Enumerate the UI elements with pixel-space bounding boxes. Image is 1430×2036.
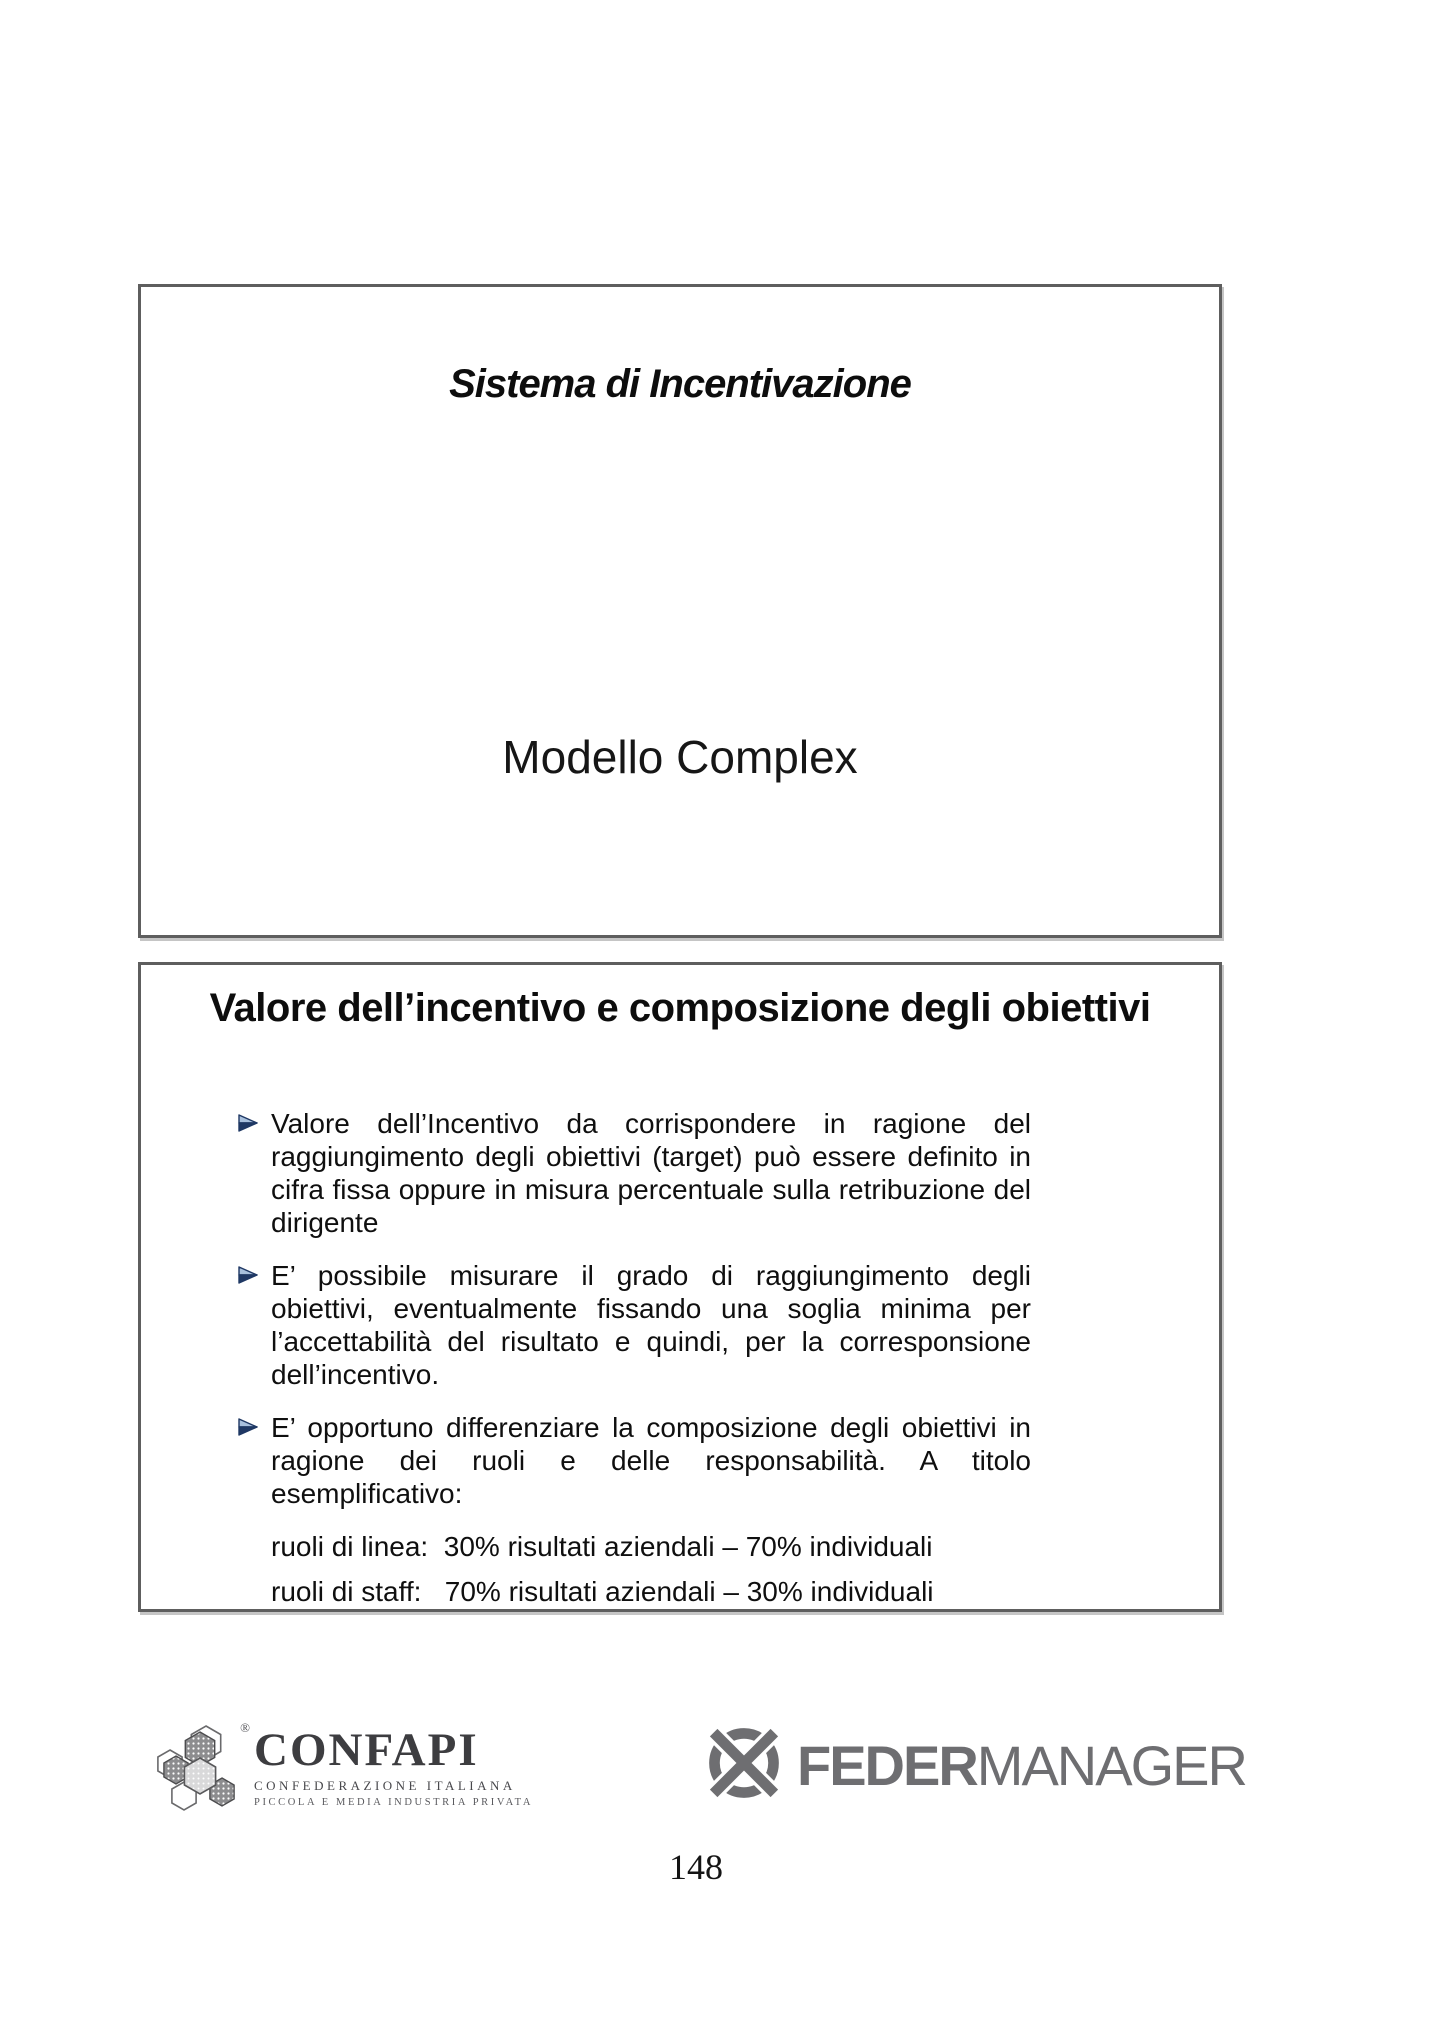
arrow-bullet-icon bbox=[235, 1259, 271, 1411]
bullet-text: E’ opportuno differenziare la composizione degli obiettivi in ragione dei ruoli e delle responsabilità. A titolo esemplificativo: bbox=[271, 1412, 1031, 1509]
federmanager-wordmark-light: MANAGER bbox=[976, 1733, 1246, 1797]
confapi-wordmark-block bbox=[254, 1716, 533, 1808]
slide-2-panel bbox=[138, 962, 1222, 1612]
example-line-linea: ruoli di linea: 30% risultati aziendali – 70% individuali bbox=[271, 1531, 933, 1562]
bullet-item-2 bbox=[235, 1259, 1031, 1411]
registered-trademark-icon: ® bbox=[240, 1720, 250, 1735]
confapi-logo bbox=[146, 1716, 533, 1816]
slide-2-title: Valore dell’incentivo e composizione degli obiettivi bbox=[209, 986, 1151, 1030]
slide-1-panel bbox=[138, 284, 1222, 938]
confapi-tagline-1: CONFEDERAZIONE ITALIANA bbox=[254, 1778, 516, 1793]
bullet-text: E’ possibile misurare il grado di raggiungimento degli obiettivi, eventualmente fissando una soglia minima per l’accettabilità del risultato e quindi, per la corresponsione dell’incentivo. bbox=[271, 1260, 1031, 1390]
bullet-list bbox=[235, 1107, 1031, 1620]
slide-1-title: Sistema di Incentivazione bbox=[449, 362, 911, 406]
arrow-bullet-icon bbox=[235, 1411, 271, 1530]
confapi-hexagons-icon bbox=[146, 1716, 248, 1816]
bullet-item-1 bbox=[235, 1107, 1031, 1259]
federmanager-wordmark-bold: FEDER bbox=[797, 1733, 977, 1797]
federmanager-logo bbox=[703, 1722, 1246, 1809]
slide-1-subtitle: Modello Complex bbox=[502, 731, 858, 783]
bullet-text: Valore dell’Incentivo da corrispondere in ragione del raggiungimento degli obiettivi (target) può essere definito in cifra fissa oppure in misura percentuale sulla retribuzione del dirigente bbox=[271, 1108, 1031, 1238]
arrow-bullet-icon bbox=[235, 1107, 271, 1259]
federmanager-wordmark bbox=[797, 1726, 1246, 1806]
example-line-staff: ruoli di staff: 70% risultati aziendali – 30% individuali bbox=[271, 1576, 934, 1607]
bullet-item-3 bbox=[235, 1411, 1031, 1530]
confapi-wordmark: CONFAPI bbox=[254, 1724, 479, 1776]
confapi-tagline-2: PICCOLA E MEDIA INDUSTRIA PRIVATA bbox=[254, 1797, 534, 1808]
federmanager-emblem-icon bbox=[703, 1722, 785, 1809]
page-number: 148 bbox=[669, 1847, 723, 1887]
